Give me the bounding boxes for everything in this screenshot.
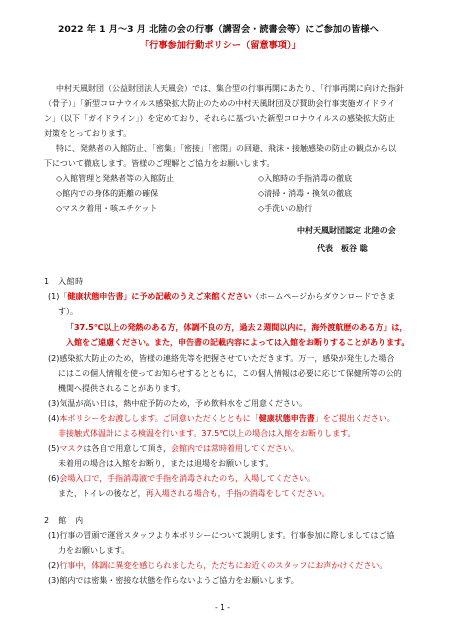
item-text: 機関へ提供されることがあります。 bbox=[58, 384, 186, 393]
item-emphasis: 再入場される場合も，手指の消毒をしてください。 bbox=[145, 489, 330, 498]
item-emphasis: 会場入口で，手指消毒液で手指を消毒されたのち，入場してください。 bbox=[59, 474, 316, 483]
item-warning: 入館をご遠慮ください。また，申告書の記載内容によっては入館をお断りすることがあります。 bbox=[66, 338, 410, 347]
measure-item: ◇手洗いの励行 bbox=[258, 204, 313, 213]
intro-line: 下について徹底します。皆様のご理解とご協力をお願いします。 bbox=[44, 159, 275, 168]
measure-item: ◇入館時の手指消毒の徹底 bbox=[258, 174, 353, 183]
item-text: は各自で用意して頂き， bbox=[83, 444, 172, 453]
section-heading: 2 館 内 bbox=[44, 516, 84, 525]
intro-line: 対策をとっております。 bbox=[44, 129, 132, 138]
section1-item1 bbox=[48, 292, 395, 302]
intro-line: ン」（以下「ガイドライン」）を定めており、それらに基づいた新型コロナウイルスの感染拡大防止 bbox=[44, 114, 396, 123]
page-subtitle: 「行事参加行動ポリシー（留意事項）」 bbox=[140, 40, 301, 51]
item-emphasis: 」をご提出ください。 bbox=[314, 414, 395, 423]
item-text: （ホームページからダウンロードできま bbox=[251, 292, 396, 301]
page-title: 2022 年 1 月～3 月 北陸の会の行事（講習会・読書会等）にご参加の皆様へ bbox=[58, 24, 379, 35]
item-emphasis: 会館内では常時着用してください。 bbox=[171, 444, 300, 453]
section1-item6 bbox=[48, 474, 315, 484]
measure-item: ◇入館管理と発熱者等の入館防止 bbox=[56, 174, 175, 183]
item-text: にはこの個人情報を使ってお知らせするとともに，この個人情報は必要に応じて保健所等の公的 bbox=[58, 369, 402, 378]
intro-line: 特に、発熱者の入館防止、「密集」「密接」「密閉」の回避、飛沫・接触感染の防止の観点から以 bbox=[56, 144, 396, 153]
item-emphasis: マスク bbox=[59, 444, 84, 453]
item-warning: 「37.5℃以上の発熱のある方，体調不良の方，過去２週間以内に，海外渡航歴のある方」は， bbox=[66, 323, 408, 332]
item-prefix: (2) bbox=[48, 561, 60, 570]
item-emphasis-bold: 健康状態申告書 bbox=[258, 414, 315, 423]
intro-line: （骨子）」「新型コロナウイルス感染拡大防止のための中村天風財団及び賛助会行事実施ガイドライ bbox=[44, 99, 396, 108]
signature-org: 中村天風財団認定 北陸の会 bbox=[297, 226, 396, 235]
measure-item: ◇マスク着用・咳エチケット bbox=[56, 204, 158, 213]
section-heading: 1 入館時 bbox=[44, 277, 84, 286]
item-prefix: (4) bbox=[48, 414, 60, 423]
item-text: (3)館内では密集・密接な状態を作らないようご協力をお願いします。 bbox=[48, 576, 299, 585]
intro-line: 中村天風財団（公益財団法人天風会）では、集合型の行事再開にあたり、「行事再開に向けた指針 bbox=[56, 84, 404, 93]
section2-item2 bbox=[48, 561, 387, 571]
item-text: (1)行事の冒頭で運営スタッフより本ポリシーについて説明します。行事参加に際しましてはご協 bbox=[48, 531, 395, 540]
item-text: 力をお願いします。 bbox=[58, 546, 130, 555]
item-text: す）。 bbox=[58, 307, 78, 316]
item-emphasis: 行事中，体調に異変を感じられましたら，ただちにお近くのスタッフにお声かけください。 bbox=[59, 561, 388, 570]
item-prefix: (1)「 bbox=[48, 292, 68, 301]
item-prefix: (5) bbox=[48, 444, 60, 453]
section1-item6-line2 bbox=[58, 489, 330, 499]
item-emphasis: 健康状態申告書」に予め記載のうえご来館ください bbox=[67, 292, 252, 301]
item-text: また，トイレの後など， bbox=[58, 489, 146, 498]
page-number: - 1 - bbox=[215, 603, 230, 612]
item-text: (3)気温が高い日は，熱中症予防のため，予め飲料水をご用意ください。 bbox=[48, 399, 308, 408]
item-emphasis: 本ポリシーをお渡しします。ご同意いただくとともに「 bbox=[59, 414, 259, 423]
item-prefix: (6) bbox=[48, 474, 60, 483]
measure-item: ◇館内での身体的距離の確保 bbox=[56, 189, 159, 198]
section1-item5 bbox=[48, 444, 299, 454]
measure-item: ◇清掃・消毒・換気の徹底 bbox=[258, 189, 353, 198]
item-warning: 非接触式体温計による検温を行います。37.5℃以上の場合は入館をお断りします。 bbox=[58, 429, 356, 438]
item-text: 未着用の場合は入館をお断り，または退場をお願いします。 bbox=[58, 459, 274, 468]
signature-rep: 代表 板谷 聡 bbox=[317, 244, 368, 253]
section1-item4 bbox=[48, 414, 395, 424]
item-text: (2)感染拡大防止のため，皆様の連絡先等を把握させていただきます。万一，感染が発生した場合 bbox=[48, 354, 395, 363]
